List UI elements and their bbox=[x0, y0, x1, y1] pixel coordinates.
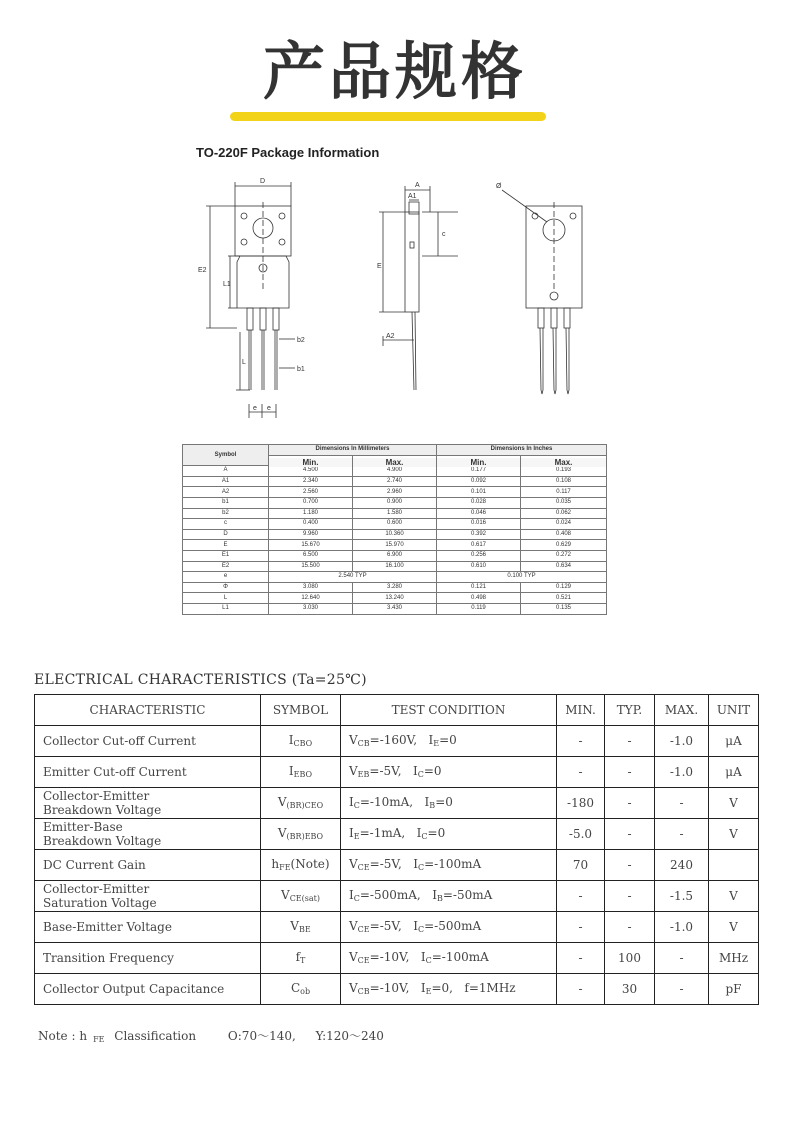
dim-cell-symbol: L1 bbox=[183, 603, 269, 614]
ec-condition-sub: B bbox=[429, 801, 436, 810]
dim-cell-symbol: A2 bbox=[183, 487, 269, 498]
dim-cell-in-max: 0.521 bbox=[521, 593, 607, 604]
ec-characteristic-line1: Collector-Emitter bbox=[43, 789, 150, 803]
ec-cell-unit: V bbox=[709, 819, 759, 850]
dim-table-row bbox=[183, 561, 607, 572]
ec-condition-sub: CB bbox=[357, 987, 370, 996]
dim-cell-mm-max: 2.960 bbox=[353, 487, 437, 498]
ec-condition-text: =-5V, I bbox=[369, 919, 418, 933]
dim-cell-mm-min: 15.500 bbox=[269, 561, 353, 572]
dim-table-row bbox=[183, 487, 607, 498]
dim-cell-mm-min: 6.500 bbox=[269, 550, 353, 561]
dim-cell-symbol: D bbox=[183, 529, 269, 540]
dim-cell-symbol: E bbox=[183, 540, 269, 551]
dim-cell-mm-min: 2.340 bbox=[269, 476, 353, 487]
ec-symbol-main: V bbox=[277, 795, 287, 809]
note-text: Classification bbox=[110, 1029, 197, 1043]
dim-cell-symbol: b2 bbox=[183, 508, 269, 519]
ec-cell-symbol bbox=[261, 788, 341, 819]
ec-cell-symbol bbox=[261, 912, 341, 943]
dim-cell-mm-max: 1.580 bbox=[353, 508, 437, 519]
dim-cell-mm-min: 0.700 bbox=[269, 497, 353, 508]
ec-cell-min: - bbox=[557, 726, 605, 757]
ec-characteristic-line1: Emitter Cut-off Current bbox=[43, 765, 187, 779]
ec-characteristic-line2: Saturation Voltage bbox=[43, 896, 157, 910]
dim-table-row bbox=[183, 603, 607, 614]
dim-cell-in-min: 0.121 bbox=[437, 582, 521, 593]
electrical-characteristics-table bbox=[34, 694, 759, 1005]
ec-table-row bbox=[35, 788, 759, 819]
ec-cell-symbol bbox=[261, 881, 341, 912]
ec-cell-max: -1.0 bbox=[655, 726, 709, 757]
ec-cell-typ: - bbox=[605, 757, 655, 788]
dim-label-e1: e bbox=[253, 405, 257, 412]
ec-symbol-main: V bbox=[290, 919, 299, 933]
ec-condition-sub: EB bbox=[357, 770, 370, 779]
dim-cell-in-max: 0.135 bbox=[521, 603, 607, 614]
note-prefix-sub: FE bbox=[93, 1035, 105, 1044]
dim-table-row bbox=[183, 550, 607, 561]
note-prefix bbox=[38, 1029, 202, 1043]
ec-condition-text: =-5V, I bbox=[369, 764, 418, 778]
ec-symbol-sub: BE bbox=[298, 925, 311, 934]
dimensions-table bbox=[182, 444, 607, 615]
dim-label-A1: A1 bbox=[408, 193, 417, 200]
ec-symbol-main: C bbox=[290, 981, 301, 995]
ec-condition-sub: C bbox=[353, 894, 360, 903]
ec-cell-typ: - bbox=[605, 788, 655, 819]
ec-symbol-sub: (BR)CEO bbox=[286, 801, 324, 810]
ec-condition-text: =0 bbox=[423, 764, 442, 778]
ec-condition-text: =-100mA bbox=[431, 950, 489, 964]
ec-table-row bbox=[35, 912, 759, 943]
dim-cell-symbol: E1 bbox=[183, 550, 269, 561]
ec-cell-typ: - bbox=[605, 881, 655, 912]
dim-label-A: A bbox=[415, 182, 420, 189]
ec-cell-unit: V bbox=[709, 788, 759, 819]
dim-cell-symbol: A bbox=[183, 466, 269, 477]
ec-cell-characteristic bbox=[35, 726, 261, 757]
ec-characteristic-line2: Breakdown Voltage bbox=[43, 803, 162, 817]
ec-cell-max: - bbox=[655, 974, 709, 1005]
ec-condition-text: =-500mA bbox=[424, 919, 482, 933]
dim-subheader-in-max: Max. bbox=[521, 457, 607, 468]
ec-cell-unit: μA bbox=[709, 757, 759, 788]
ec-condition-text: =-10mA, I bbox=[359, 795, 430, 809]
ec-symbol-sub: (BR)EBO bbox=[286, 832, 324, 841]
ec-cell-characteristic bbox=[35, 819, 261, 850]
dim-cell-in-max: 0.629 bbox=[521, 540, 607, 551]
ec-cell-min: -5.0 bbox=[557, 819, 605, 850]
ec-cell-test-condition bbox=[341, 850, 557, 881]
ec-condition-sub: C bbox=[417, 863, 425, 872]
dim-cell-mm-max: 3.280 bbox=[353, 582, 437, 593]
ec-cell-min: - bbox=[557, 974, 605, 1005]
ec-condition-text: I bbox=[349, 826, 354, 840]
ec-condition-sub: CE bbox=[357, 925, 370, 934]
dim-cell-in-max: 0.117 bbox=[521, 487, 607, 498]
dim-header-symbol: Symbol bbox=[183, 445, 269, 466]
dim-label-A2: A2 bbox=[386, 333, 395, 340]
dim-cell-in-max: 0.634 bbox=[521, 561, 607, 572]
dim-label-E: E bbox=[377, 263, 382, 270]
ec-condition-sub: CE bbox=[357, 863, 370, 872]
ec-cell-max: -1.5 bbox=[655, 881, 709, 912]
dim-cell-symbol: b1 bbox=[183, 497, 269, 508]
ec-cell-characteristic bbox=[35, 912, 261, 943]
dim-table-row bbox=[183, 540, 607, 551]
ec-symbol-sub: FE bbox=[279, 863, 291, 872]
dim-table-row bbox=[183, 497, 607, 508]
ec-cell-min: - bbox=[557, 881, 605, 912]
ec-cell-unit: V bbox=[709, 881, 759, 912]
ec-cell-typ: - bbox=[605, 726, 655, 757]
ec-symbol-main: V bbox=[277, 826, 287, 840]
dim-table-row bbox=[183, 572, 607, 583]
ec-cell-typ: 30 bbox=[605, 974, 655, 1005]
ec-condition-text: V bbox=[349, 981, 358, 995]
dim-subheader-in-min: Min. bbox=[437, 457, 521, 468]
dim-cell-in-typ: 0.100 TYP bbox=[437, 572, 607, 583]
ec-cell-unit: V bbox=[709, 912, 759, 943]
dim-cell-in-min: 0.392 bbox=[437, 529, 521, 540]
dim-header-in: Dimensions In Inches bbox=[437, 445, 607, 456]
ec-condition-sub: E bbox=[433, 739, 440, 748]
dim-cell-mm-min: 1.180 bbox=[269, 508, 353, 519]
dim-header-mm: Dimensions In Millimeters bbox=[269, 445, 437, 456]
dim-cell-symbol: L bbox=[183, 593, 269, 604]
package-title: TO-220F Package Information bbox=[196, 145, 380, 160]
dim-cell-in-min: 0.016 bbox=[437, 519, 521, 530]
ec-table-row bbox=[35, 943, 759, 974]
ec-cell-typ: - bbox=[605, 819, 655, 850]
ec-cell-min: 70 bbox=[557, 850, 605, 881]
dim-cell-mm-min: 3.080 bbox=[269, 582, 353, 593]
ec-condition-text: V bbox=[349, 950, 358, 964]
dim-cell-mm-min: 9.960 bbox=[269, 529, 353, 540]
ec-symbol-main: I bbox=[288, 764, 294, 778]
ec-condition-text: =-50mA bbox=[442, 888, 493, 902]
dim-cell-in-min: 0.092 bbox=[437, 476, 521, 487]
dim-cell-symbol: Φ bbox=[183, 582, 269, 593]
ec-table-row bbox=[35, 850, 759, 881]
ec-cell-test-condition bbox=[341, 757, 557, 788]
ec-condition-sub: E bbox=[425, 987, 432, 996]
dim-label-E1: c bbox=[442, 231, 446, 238]
ec-condition-text: =-5V, I bbox=[369, 857, 418, 871]
ec-cell-characteristic bbox=[35, 757, 261, 788]
ec-condition-text: =-160V, I bbox=[369, 733, 434, 747]
dim-table-row bbox=[183, 519, 607, 530]
note-prefix-text: Note : h bbox=[38, 1029, 88, 1043]
note-class-o: O:70～140, bbox=[227, 1029, 296, 1043]
ec-condition-text: =-100mA bbox=[424, 857, 482, 871]
ec-cell-typ: - bbox=[605, 850, 655, 881]
ec-header-characteristic: CHARACTERISTIC bbox=[35, 695, 261, 726]
dim-table-row bbox=[183, 508, 607, 519]
title-underline-bar bbox=[230, 112, 546, 121]
ec-table-row bbox=[35, 757, 759, 788]
dim-subheader-mm-min: Min. bbox=[269, 457, 353, 468]
ec-cell-max: - bbox=[655, 943, 709, 974]
ec-cell-test-condition bbox=[341, 819, 557, 850]
dim-cell-mm-min: 4.500 bbox=[269, 466, 353, 477]
ec-cell-min: - bbox=[557, 943, 605, 974]
ec-symbol-main: f bbox=[295, 950, 301, 964]
ec-cell-typ: 100 bbox=[605, 943, 655, 974]
dim-cell-mm-typ: 2.540 TYP bbox=[269, 572, 437, 583]
dim-cell-in-max: 0.129 bbox=[521, 582, 607, 593]
note-class-y: Y:120～240 bbox=[315, 1029, 384, 1043]
ec-header-test-condition: TEST CONDITION bbox=[341, 695, 557, 726]
ec-condition-text: =0 bbox=[435, 795, 453, 809]
dim-cell-mm-max: 2.740 bbox=[353, 476, 437, 487]
electrical-characteristics-heading: ELECTRICAL CHARACTERISTICS (Ta=25℃) bbox=[34, 672, 367, 688]
ec-characteristic-line1: Emitter-Base bbox=[43, 820, 123, 834]
dim-label-phi: Ø bbox=[496, 183, 502, 190]
ec-condition-sub: C bbox=[353, 801, 360, 810]
ec-cell-test-condition bbox=[341, 912, 557, 943]
dim-cell-in-min: 0.177 bbox=[437, 466, 521, 477]
ec-cell-test-condition bbox=[341, 943, 557, 974]
ec-header-unit: UNIT bbox=[709, 695, 759, 726]
ec-condition-text: =0 bbox=[427, 826, 446, 840]
ec-characteristic-line2: Breakdown Voltage bbox=[43, 834, 162, 848]
ec-cell-unit bbox=[709, 850, 759, 881]
dim-cell-mm-min: 0.400 bbox=[269, 519, 353, 530]
dim-cell-in-max: 0.272 bbox=[521, 550, 607, 561]
dim-table-row bbox=[183, 529, 607, 540]
dim-cell-mm-max: 6.900 bbox=[353, 550, 437, 561]
ec-condition-text: =-500mA, I bbox=[359, 888, 437, 902]
ec-symbol-sub: T bbox=[300, 956, 306, 965]
ec-symbol-sub: CE(sat) bbox=[289, 894, 320, 903]
ec-condition-text: V bbox=[349, 857, 358, 871]
dim-cell-in-max: 0.062 bbox=[521, 508, 607, 519]
dim-cell-mm-max: 10.360 bbox=[353, 529, 437, 540]
ec-cell-symbol bbox=[261, 943, 341, 974]
ec-cell-symbol bbox=[261, 850, 341, 881]
ec-cell-max: 240 bbox=[655, 850, 709, 881]
dim-cell-in-min: 0.028 bbox=[437, 497, 521, 508]
ec-header-symbol: SYMBOL bbox=[261, 695, 341, 726]
ec-characteristic-line1: Transition Frequency bbox=[43, 951, 174, 965]
dim-cell-in-max: 0.035 bbox=[521, 497, 607, 508]
dim-cell-in-max: 0.024 bbox=[521, 519, 607, 530]
dim-label-b1: b1 bbox=[297, 366, 305, 373]
ec-characteristic-line1: Collector-Emitter bbox=[43, 882, 150, 896]
ec-cell-characteristic bbox=[35, 943, 261, 974]
ec-condition-sub: B bbox=[436, 894, 443, 903]
ec-condition-text: V bbox=[349, 919, 358, 933]
dim-label-b2: b2 bbox=[297, 337, 305, 344]
ec-cell-symbol bbox=[261, 974, 341, 1005]
dim-cell-mm-min: 12.640 bbox=[269, 593, 353, 604]
ec-characteristic-line1: Collector Cut-off Current bbox=[43, 734, 196, 748]
page-title: 产品规格 bbox=[262, 35, 527, 108]
ec-condition-text: =0, f=1MHz bbox=[431, 981, 516, 995]
ec-table-row bbox=[35, 881, 759, 912]
ec-condition-sub: C bbox=[421, 832, 428, 841]
ec-header-min: MIN. bbox=[557, 695, 605, 726]
side-view-body bbox=[405, 212, 419, 312]
ec-characteristic-line1: Base-Emitter Voltage bbox=[43, 920, 172, 934]
ec-condition-text: I bbox=[349, 888, 354, 902]
ec-symbol-sub: EBO bbox=[293, 770, 313, 779]
dim-cell-in-max: 0.408 bbox=[521, 529, 607, 540]
dim-cell-mm-min: 2.560 bbox=[269, 487, 353, 498]
ec-condition-text: =-10V, I bbox=[369, 981, 426, 995]
ec-cell-min: - bbox=[557, 757, 605, 788]
dim-cell-mm-max: 0.600 bbox=[353, 519, 437, 530]
ec-cell-unit: pF bbox=[709, 974, 759, 1005]
dim-label-E2: E2 bbox=[198, 267, 207, 274]
ec-cell-test-condition bbox=[341, 974, 557, 1005]
ec-condition-text: V bbox=[349, 733, 358, 747]
dim-cell-in-min: 0.617 bbox=[437, 540, 521, 551]
ec-cell-symbol bbox=[261, 819, 341, 850]
ec-condition-sub: CB bbox=[357, 739, 370, 748]
ec-condition-text: V bbox=[349, 764, 358, 778]
dim-cell-mm-min: 15.670 bbox=[269, 540, 353, 551]
ec-cell-min: - bbox=[557, 912, 605, 943]
ec-condition-text: =-1mA, I bbox=[359, 826, 422, 840]
dim-cell-in-min: 0.119 bbox=[437, 603, 521, 614]
dimensions-table-body bbox=[183, 466, 607, 614]
dim-table-row bbox=[183, 593, 607, 604]
dim-cell-mm-max: 16.100 bbox=[353, 561, 437, 572]
dim-cell-in-min: 0.101 bbox=[437, 487, 521, 498]
dim-cell-mm-max: 4.900 bbox=[353, 466, 437, 477]
dim-subheader-mm-max: Max. bbox=[353, 457, 437, 468]
ec-symbol-sub: CBO bbox=[293, 739, 313, 748]
ec-cell-unit: μA bbox=[709, 726, 759, 757]
ec-table-row bbox=[35, 819, 759, 850]
electrical-characteristics-body bbox=[35, 726, 759, 1005]
ec-cell-characteristic bbox=[35, 974, 261, 1005]
ec-condition-sub: E bbox=[353, 832, 360, 841]
ec-symbol-main: h bbox=[271, 857, 280, 871]
ec-cell-max: -1.0 bbox=[655, 912, 709, 943]
ec-condition-text: =-10V, I bbox=[369, 950, 426, 964]
ec-condition-sub: C bbox=[425, 956, 432, 965]
dim-cell-in-min: 0.498 bbox=[437, 593, 521, 604]
ec-symbol-suffix: (Note) bbox=[290, 857, 330, 871]
dim-cell-symbol: c bbox=[183, 519, 269, 530]
ec-symbol-main: V bbox=[281, 888, 290, 902]
dim-table-row bbox=[183, 476, 607, 487]
dim-cell-in-max: 0.108 bbox=[521, 476, 607, 487]
dim-cell-symbol: A1 bbox=[183, 476, 269, 487]
dim-cell-symbol: e bbox=[183, 572, 269, 583]
ec-symbol-sub: ob bbox=[300, 987, 311, 996]
ec-cell-max: - bbox=[655, 819, 709, 850]
dim-cell-in-max: 0.193 bbox=[521, 466, 607, 477]
dim-label-L: L bbox=[242, 359, 246, 366]
dim-label-L1: L1 bbox=[223, 281, 231, 288]
dim-cell-in-min: 0.256 bbox=[437, 550, 521, 561]
ec-cell-test-condition bbox=[341, 726, 557, 757]
ec-table-row bbox=[35, 726, 759, 757]
ec-condition-sub: C bbox=[417, 925, 425, 934]
ec-cell-characteristic bbox=[35, 850, 261, 881]
ec-cell-min: -180 bbox=[557, 788, 605, 819]
ec-condition-text: =0 bbox=[439, 733, 457, 747]
dim-cell-mm-max: 13.240 bbox=[353, 593, 437, 604]
ec-cell-typ: - bbox=[605, 912, 655, 943]
ec-table-row bbox=[35, 974, 759, 1005]
ec-condition-sub: C bbox=[417, 770, 424, 779]
ec-characteristic-line1: DC Current Gain bbox=[43, 858, 146, 872]
dim-cell-in-min: 0.610 bbox=[437, 561, 521, 572]
ec-cell-max: - bbox=[655, 788, 709, 819]
ec-characteristic-line1: Collector Output Capacitance bbox=[43, 982, 225, 996]
ec-cell-max: -1.0 bbox=[655, 757, 709, 788]
dim-cell-mm-max: 15.970 bbox=[353, 540, 437, 551]
dim-table-row bbox=[183, 582, 607, 593]
ec-cell-symbol bbox=[261, 757, 341, 788]
package-outline-drawing bbox=[190, 172, 600, 427]
ec-cell-test-condition bbox=[341, 881, 557, 912]
ec-symbol-main: I bbox=[288, 733, 294, 747]
dim-cell-mm-min: 3.030 bbox=[269, 603, 353, 614]
ec-cell-characteristic bbox=[35, 881, 261, 912]
hfe-classification-note bbox=[38, 1027, 390, 1044]
dim-cell-in-min: 0.046 bbox=[437, 508, 521, 519]
ec-header-typ: TYP. bbox=[605, 695, 655, 726]
dim-cell-mm-max: 0.900 bbox=[353, 497, 437, 508]
dim-label-e2: e bbox=[267, 405, 271, 412]
ec-cell-unit: MHz bbox=[709, 943, 759, 974]
dim-cell-symbol: E2 bbox=[183, 561, 269, 572]
dim-label-D: D bbox=[260, 178, 266, 185]
ec-header-max: MAX. bbox=[655, 695, 709, 726]
ec-condition-sub: CE bbox=[357, 956, 370, 965]
ec-condition-text: I bbox=[349, 795, 354, 809]
ec-cell-characteristic bbox=[35, 788, 261, 819]
ec-cell-symbol bbox=[261, 726, 341, 757]
ec-cell-test-condition bbox=[341, 788, 557, 819]
dim-cell-mm-max: 3.430 bbox=[353, 603, 437, 614]
